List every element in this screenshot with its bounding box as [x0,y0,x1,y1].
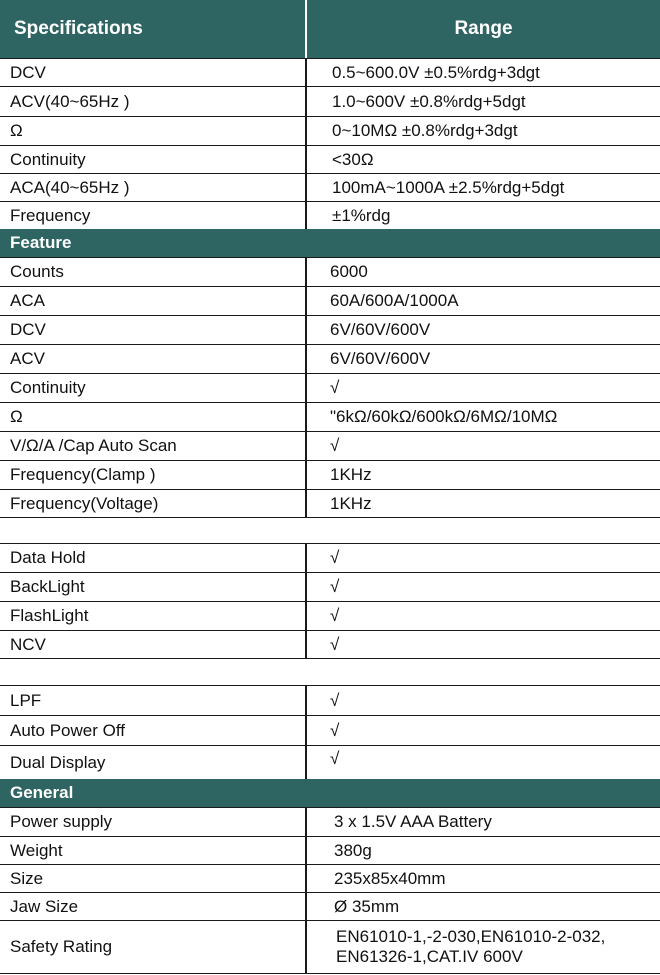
row-value: 6V/60V/600V [330,320,431,339]
table-row [0,685,660,715]
table-row [0,601,660,630]
column-divider [305,544,307,572]
row-label: NCV [10,634,46,654]
table-row [0,460,660,489]
column-divider [305,865,307,892]
row-value: "6kΩ/60kΩ/600kΩ/6MΩ/10MΩ [330,407,558,426]
row-label: ACV(40~65Hz ) [10,91,130,111]
safety-rating-value [336,921,605,973]
row-value: 1KHz [330,493,372,513]
table-row [0,630,660,659]
row-value: 6V/60V/600V [330,349,431,368]
row-label: DCV [10,320,46,339]
column-divider [305,87,307,116]
safety-line-1: EN61010-1,-2-030,EN61010-2-032, [336,927,606,946]
table-row [0,373,660,402]
column-divider [305,374,307,402]
row-label: Ω [10,121,23,140]
column-divider [305,808,307,836]
row-label: Continuity [10,149,86,169]
check-mark: √ [330,436,340,455]
table-row [0,173,660,201]
column-divider [305,837,307,864]
check-mark: √ [330,577,340,596]
row-label: Size [10,868,44,888]
column-divider [305,461,307,489]
check-mark: √ [330,749,340,768]
row-label: Frequency(Clamp ) [10,465,156,484]
check-mark: √ [330,378,340,397]
column-divider [305,403,307,431]
row-label: ACA(40~65Hz ) [10,177,130,197]
column-divider [305,716,307,745]
table-row [0,892,660,920]
row-label: Dual Display [10,752,106,772]
row-label: ACV [10,349,45,368]
column-divider [305,345,307,373]
table-row [0,572,660,601]
column-divider [305,146,307,173]
column-divider [305,316,307,344]
row-label: Power supply [10,812,113,831]
row-label: Weight [10,840,63,860]
table-row [0,489,660,518]
table-row [0,201,660,229]
row-label: Safety Rating [10,937,113,956]
row-label: Ω [10,407,23,426]
table-row [0,58,660,86]
row-label: Frequency [10,205,91,225]
row-label: DCV [10,62,46,82]
check-mark: √ [330,720,340,740]
row-label: FlashLight [10,606,89,625]
row-value: 380g [334,840,372,860]
table-row [0,344,660,373]
table-row [0,116,660,145]
table-row [0,836,660,864]
check-mark: √ [330,690,340,710]
table-row [0,431,660,460]
row-label: V/Ω/A /Cap Auto Scan [10,436,177,455]
table-row [0,315,660,344]
column-divider [305,893,307,920]
column-divider [305,686,307,715]
row-value: 235x85x40mm [334,868,446,888]
row-label: Frequency(Voltage) [10,493,159,513]
table-row [0,286,660,315]
row-label: Continuity [10,378,86,397]
row-label: ACA [10,291,45,310]
column-divider [305,746,307,779]
row-label: Counts [10,262,64,281]
table-row [0,715,660,745]
column-divider [305,432,307,460]
column-divider [305,59,307,86]
row-value: 6000 [330,262,368,281]
row-value: 100mA~1000A ±2.5%rdg+5dgt [332,177,565,197]
row-value: ±1%rdg [332,205,391,225]
column-divider [305,202,307,229]
row-label: LPF [10,690,42,710]
row-label: BackLight [10,577,85,596]
table-row [0,402,660,431]
row-label: Auto Power Off [10,720,125,740]
check-mark: √ [330,634,340,654]
table-row [0,257,660,286]
check-mark: √ [330,548,340,567]
table-row [0,745,660,779]
table-header [0,0,660,58]
row-value: 3 x 1.5V AAA Battery [334,812,492,831]
row-value: <30Ω [332,149,374,169]
column-divider [305,602,307,630]
column-divider [305,287,307,315]
header-range: Range [454,18,513,39]
row-value: 0.5~600.0V ±0.5%rdg+3dgt [332,62,540,82]
table-row [0,145,660,173]
section-general: General [0,779,660,807]
table-row [0,864,660,892]
column-divider [305,631,307,658]
header-specifications: Specifications [14,18,143,39]
column-divider [305,490,307,517]
section-feature: Feature [0,229,660,257]
row-value: 1KHz [330,465,372,484]
row-value: 0~10MΩ ±0.8%rdg+3dgt [332,121,518,140]
table-row [0,920,660,974]
column-divider [305,258,307,286]
column-divider [305,174,307,201]
table-row [0,543,660,572]
column-divider [305,921,307,973]
row-label: Data Hold [10,548,86,567]
row-value: 60A/600A/1000A [330,291,459,310]
row-value: Ø 35mm [334,896,400,916]
column-divider [305,117,307,145]
table-row [0,86,660,116]
row-value: 1.0~600V ±0.8%rdg+5dgt [332,91,526,111]
safety-line-2: EN61326-1,CAT.IV 600V [336,947,523,966]
table-row [0,807,660,836]
column-divider [305,573,307,601]
check-mark: √ [330,606,340,625]
row-label: Jaw Size [10,896,79,916]
